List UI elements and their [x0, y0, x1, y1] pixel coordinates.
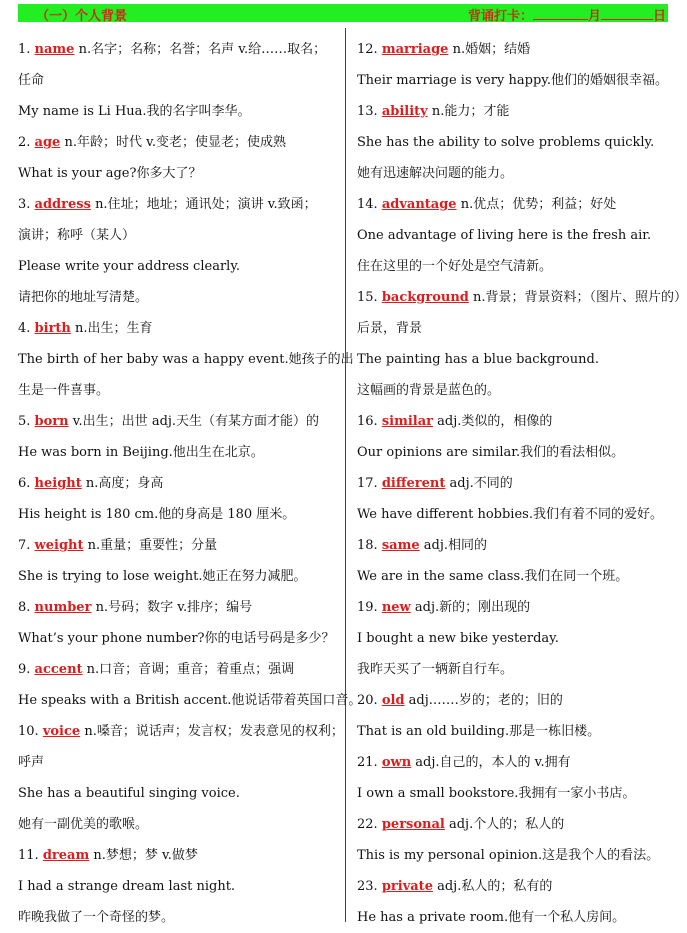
headword: voice [42, 724, 81, 739]
example-english: She is trying to lose weight. [18, 569, 203, 584]
definition: n.年龄；时代 v.变老；使显老；使成熟 [64, 135, 287, 150]
definition: n.名字；名称；名誉；名声 v.给……取名； [78, 42, 327, 57]
entry-headline [357, 96, 675, 127]
example-line [18, 685, 362, 716]
vocab-entry [18, 716, 344, 840]
example-line [357, 220, 675, 251]
headword: number [34, 600, 92, 615]
entry-number: 14. [357, 197, 378, 212]
example-chinese: 他有一个私人房间。 [508, 910, 626, 925]
entry-number: 22. [357, 817, 378, 832]
vocab-entry [18, 840, 336, 933]
example-english: His height is 180 cm. [18, 507, 159, 522]
vocab-entry [18, 406, 336, 468]
definition: n.能力；才能 [431, 104, 510, 119]
entry-headline [18, 840, 336, 871]
definition: n.优点；优势；利益；好处 [460, 197, 617, 212]
headword: personal [381, 817, 445, 832]
entry-number: 19. [357, 600, 378, 615]
column-divider [345, 28, 346, 922]
example-chinese-line: 我昨天买了一辆新自行车。 [357, 662, 514, 677]
headword: different [381, 476, 446, 491]
headword: old [381, 693, 405, 708]
example-chinese-line: 她有迅速解决问题的能力。 [357, 166, 514, 181]
example-english: The birth of her baby was a happy event. [18, 352, 289, 367]
example-english: That is an old building. [357, 724, 510, 739]
headword: background [381, 290, 469, 305]
example-chinese: 你多大了？ [136, 166, 202, 181]
example-line [357, 623, 675, 654]
entry-headline [18, 592, 336, 623]
vocab-entry [18, 654, 362, 716]
example-chinese: 我们的看法相似。 [520, 445, 625, 460]
headword: dream [42, 848, 90, 863]
definition: n.嗓音；说话声；发言权；发表意见的权利； [84, 724, 344, 739]
entry-number: 11. [18, 848, 39, 863]
example-chinese-line: 生是一件喜事。 [18, 383, 110, 398]
example-chinese: 我们有着不同的爱好。 [532, 507, 663, 522]
vocab-entry [357, 406, 675, 468]
example-english: We have different hobbies. [357, 507, 533, 522]
example-english: She has the ability to solve problems quickly. [357, 135, 655, 150]
month-label: 月 [587, 8, 601, 23]
example-line [357, 716, 675, 747]
checkin-label: 背诵打卡： [467, 8, 533, 23]
entry-number: 2. [18, 135, 31, 150]
example-line [18, 499, 336, 530]
headword: height [34, 476, 82, 491]
entry-number: 21. [357, 755, 378, 770]
checkin-area [468, 5, 666, 24]
entry-number: 9. [18, 662, 31, 677]
example-line [18, 437, 336, 468]
headword: private [381, 879, 433, 894]
example-english: What is your age? [18, 166, 137, 181]
entry-headline [357, 468, 675, 499]
entry-number: 20. [357, 693, 378, 708]
headword: similar [381, 414, 433, 429]
entry-number: 3. [18, 197, 31, 212]
entry-number: 7. [18, 538, 31, 553]
example-line [357, 499, 675, 530]
entry-headline [18, 716, 344, 747]
entry-headline [357, 189, 675, 220]
entry-number: 12. [357, 42, 378, 57]
entry-headline [18, 34, 336, 65]
example-line [357, 840, 675, 871]
definition-continued: 任命 [18, 73, 45, 88]
example-english: She has a beautiful singing voice. [18, 786, 240, 801]
example-english: He was born in Beijing. [18, 445, 173, 460]
vocab-entry [357, 468, 675, 530]
definition: n.重量；重要性；分量 [87, 538, 218, 553]
example-english: This is my personal opinion. [357, 848, 543, 863]
entry-headline [357, 809, 675, 840]
entry-number: 6. [18, 476, 31, 491]
headword: birth [34, 321, 71, 336]
headword: ability [381, 104, 428, 119]
vocab-entry [357, 96, 675, 189]
example-chinese: 你的电话号码是多少？ [204, 631, 335, 646]
headword: new [381, 600, 411, 615]
right-column [357, 34, 687, 933]
entry-headline [18, 313, 336, 344]
vocab-entry [18, 592, 336, 654]
definition: n.背景；背景资料；（图片、照片的） [473, 290, 687, 305]
section-title: （一）个人背景 [36, 8, 128, 23]
vocab-entry [357, 530, 675, 592]
example-line [18, 778, 336, 809]
entry-headline [18, 189, 336, 220]
example-chinese: 她孩子的出 [288, 352, 354, 367]
definition: adj.个人的；私人的 [448, 817, 565, 832]
headword: age [34, 135, 61, 150]
entry-headline [357, 282, 687, 313]
definition: v.出生；出世 adj.天生（有某方面才能）的 [72, 414, 320, 429]
example-english: He has a private room. [357, 910, 509, 925]
headword: accent [34, 662, 83, 677]
entry-headline [357, 34, 675, 65]
entry-number: 1. [18, 42, 31, 57]
entry-headline [357, 406, 675, 437]
headword: same [381, 538, 420, 553]
entry-number: 13. [357, 104, 378, 119]
vocab-entry [18, 127, 336, 189]
entry-number: 18. [357, 538, 378, 553]
entry-headline [357, 747, 675, 778]
example-chinese: 她正在努力减肥。 [202, 569, 307, 584]
entry-headline [357, 530, 675, 561]
vocab-entry [357, 592, 675, 685]
entry-headline [18, 406, 336, 437]
example-chinese-line: 这幅画的背景是蓝色的。 [357, 383, 501, 398]
definition: n.出生；生育 [75, 321, 153, 336]
entry-headline [357, 685, 675, 716]
entry-number: 10. [18, 724, 39, 739]
entry-number: 17. [357, 476, 378, 491]
example-chinese-line: 住在这里的一个好处是空气清新。 [357, 259, 553, 274]
entry-headline [357, 871, 675, 902]
example-line [357, 561, 675, 592]
example-english: He speaks with a British accent. [18, 693, 232, 708]
definition: adj.相同的 [423, 538, 487, 553]
example-chinese: 他说话带着英国口音。 [231, 693, 362, 708]
example-english: I bought a new bike yesterday. [357, 631, 559, 646]
definition: adj.类似的，相像的 [437, 414, 553, 429]
vocab-entry [357, 282, 687, 406]
example-line [357, 344, 675, 375]
example-line [18, 251, 336, 282]
example-english: What’s your phone number? [18, 631, 205, 646]
entry-headline [357, 592, 675, 623]
entry-number: 16. [357, 414, 378, 429]
example-english: Please write your address clearly. [18, 259, 241, 274]
example-chinese: 他出生在北京。 [172, 445, 264, 460]
example-line [18, 623, 336, 654]
example-line [357, 127, 675, 158]
vocab-entry [18, 468, 336, 530]
definition: adj.私人的；私有的 [437, 879, 553, 894]
definition-continued: 演讲；称呼（某人） [18, 228, 136, 243]
definition: adj.……岁的；老的；旧的 [408, 693, 563, 708]
example-chinese-line: 她有一副优美的歌喉。 [18, 817, 149, 832]
section-header-bar [18, 4, 668, 22]
example-english: One advantage of living here is the fresh air. [357, 228, 652, 243]
definition: n.高度；身高 [85, 476, 164, 491]
headword: born [34, 414, 69, 429]
example-line [18, 344, 354, 375]
headword: own [381, 755, 412, 770]
definition-continued: 呼声 [18, 755, 45, 770]
vocab-entry [357, 685, 675, 747]
vocab-entry [357, 189, 675, 282]
definition: adj.新的；刚出现的 [414, 600, 531, 615]
vocab-entry [18, 34, 336, 127]
vocab-entry [357, 809, 675, 871]
example-english: I own a small bookstore. [357, 786, 519, 801]
example-chinese: 他们的婚姻很幸福。 [551, 73, 669, 88]
vocab-entry [18, 530, 336, 592]
definition: n.口音；音调；重音；着重点；强调 [86, 662, 295, 677]
definition: adj.自己的，本人的 v.拥有 [415, 755, 571, 770]
entry-number: 5. [18, 414, 31, 429]
example-chinese: 我的名字叫李华。 [146, 104, 251, 119]
example-chinese: 那是一栋旧楼。 [509, 724, 601, 739]
definition: n.婚姻；结婚 [452, 42, 531, 57]
example-english: My name is Li Hua. [18, 104, 147, 119]
example-english: We are in the same class. [357, 569, 525, 584]
definition: n.号码；数字 v.排序；编号 [95, 600, 253, 615]
headword: address [34, 197, 91, 212]
month-blank[interactable] [533, 7, 588, 20]
entry-headline [18, 654, 336, 685]
headword: name [34, 42, 75, 57]
day-label: 日 [652, 8, 666, 23]
entry-headline [18, 127, 336, 158]
vocab-entry [357, 747, 675, 809]
vocab-entry [18, 189, 336, 313]
example-line [18, 871, 336, 902]
example-chinese: 我们在同一个班。 [524, 569, 629, 584]
definition: n.住址；地址；通讯处；演讲 v.致函； [95, 197, 317, 212]
vocab-entry [357, 34, 675, 96]
example-english: Their marriage is very happy. [357, 73, 552, 88]
entry-number: 23. [357, 879, 378, 894]
headword: advantage [381, 197, 457, 212]
example-line [18, 96, 336, 127]
example-line [18, 561, 336, 592]
example-english: Our opinions are similar. [357, 445, 521, 460]
example-chinese: 我拥有一家小书店。 [518, 786, 636, 801]
entry-number: 15. [357, 290, 378, 305]
example-line [357, 778, 675, 809]
definition-continued: 后景，背景 [357, 321, 423, 336]
example-chinese: 这是我个人的看法。 [542, 848, 660, 863]
example-line [357, 902, 675, 933]
example-line [18, 158, 336, 189]
entry-number: 8. [18, 600, 31, 615]
example-english: The painting has a blue background. [357, 352, 599, 367]
example-chinese-line: 昨晚我做了一个奇怪的梦。 [18, 910, 175, 925]
day-blank[interactable] [601, 7, 653, 20]
headword: marriage [381, 42, 449, 57]
definition: n.梦想；梦 v.做梦 [93, 848, 198, 863]
entry-headline [18, 530, 336, 561]
definition: adj.不同的 [449, 476, 513, 491]
vocab-entry [18, 313, 354, 406]
example-line [357, 65, 675, 96]
entry-number: 4. [18, 321, 31, 336]
example-chinese-line: 请把你的地址写清楚。 [18, 290, 149, 305]
headword: weight [34, 538, 84, 553]
vocab-entry [357, 871, 675, 933]
example-english: I had a strange dream last night. [18, 879, 236, 894]
example-chinese: 他的身高是 180 厘米。 [158, 507, 296, 522]
example-line [357, 437, 675, 468]
entry-headline [18, 468, 336, 499]
left-column [18, 34, 362, 933]
